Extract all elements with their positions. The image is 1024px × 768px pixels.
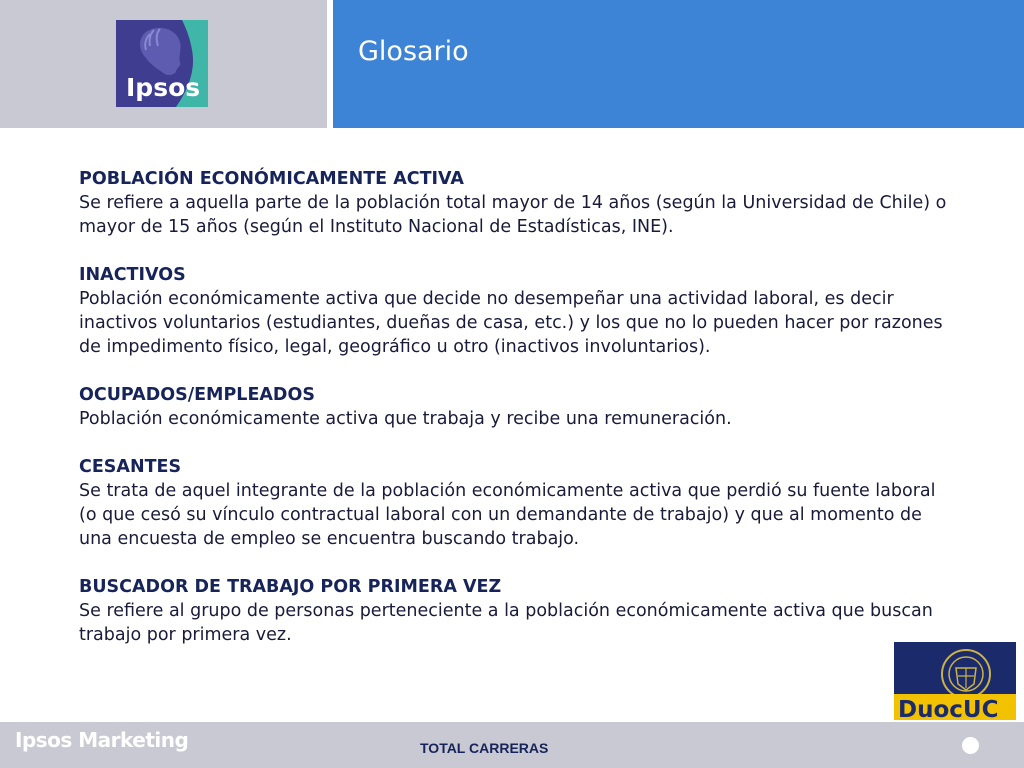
glossary-term: CESANTES: [79, 457, 182, 477]
glossary-entry: [79, 167, 949, 239]
circle-icon: [962, 737, 979, 754]
glossary-definition: Se refiere a aquella parte de la población total mayor de 14 años (según la Universidad de Chile) o mayor de 15 años (según el Instituto Nacional de Estadísticas, INE).: [79, 193, 947, 237]
glossary-term: INACTIVOS: [79, 265, 186, 285]
duoc-uc-logo: [894, 642, 1016, 720]
glossary-entry: [79, 575, 949, 647]
ipsos-logo-text: Ipsos: [126, 73, 201, 102]
glossary-list: [79, 167, 949, 671]
glossary-term: POBLACIÓN ECONÓMICAMENTE ACTIVA: [79, 169, 464, 189]
footer-bar: [0, 722, 1024, 768]
glossary-definition: Se refiere al grupo de personas perteneciente a la población económicamente activa que buscan trabajo por primera vez.: [79, 601, 933, 645]
footer-brand: Ipsos Marketing: [15, 728, 189, 752]
glossary-definition: Población económicamente activa que trabaja y recibe una remuneración.: [79, 409, 732, 429]
ipsos-logo: [116, 20, 208, 107]
glossary-entry: [79, 455, 949, 551]
glossary-definition: Población económicamente activa que decide no desempeñar una actividad laboral, es decir inactivos voluntarios (estudiantes, dueñas de casa, etc.) y los que no lo pueden hacer por razones de impedimento físico, legal, geográfico u otro (inactivos involuntarios).: [79, 289, 943, 357]
duoc-logo-text: DuocUC: [898, 697, 999, 720]
glossary-term: OCUPADOS/EMPLEADOS: [79, 385, 315, 405]
university-seal-icon: [942, 650, 990, 698]
footer-section-label: TOTAL CARRERAS: [420, 740, 549, 756]
glossary-entry: [79, 383, 949, 431]
glossary-term: BUSCADOR DE TRABAJO POR PRIMERA VEZ: [79, 577, 502, 597]
page-title: Glosario: [358, 36, 469, 67]
glossary-definition: Se trata de aquel integrante de la población económicamente activa que perdió su fuente laboral (o que cesó su vínculo contractual laboral con un demandante de trabajo) y que al momento de una encuesta de empleo se encuentra buscando trabajo.: [79, 481, 936, 549]
glossary-entry: [79, 263, 949, 359]
